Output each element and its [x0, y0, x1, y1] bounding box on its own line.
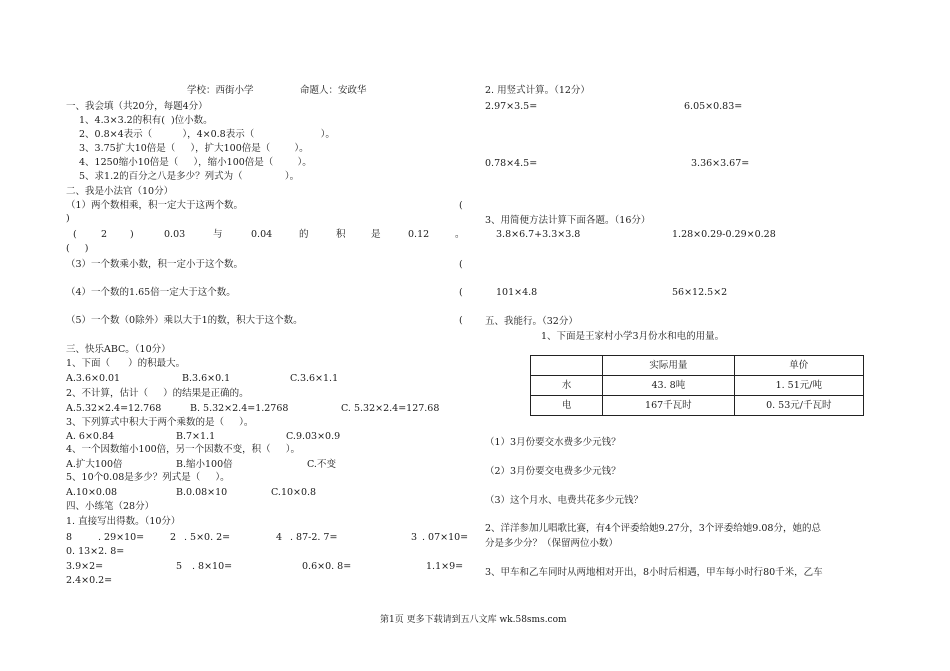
choice-q4-option-c: C.不变: [307, 459, 336, 470]
mental-math-item: 4: [276, 532, 283, 543]
choice-q3-option-b: B.7×1.1: [176, 431, 216, 442]
mental-math-item: 5: [176, 561, 183, 572]
choice-q4-option-a: A.扩大100倍: [66, 459, 123, 470]
vertical-calc-d: 3.36×3.67=: [691, 158, 750, 169]
judge-q2-part: ): [130, 229, 134, 240]
mental-math-item: . 87-2. 7=: [290, 532, 338, 543]
simplify-b: 1.28×0.29-0.29×0.28: [672, 229, 776, 240]
mental-math-item: 3: [411, 532, 418, 543]
table-cell: 167千瓦时: [603, 396, 734, 416]
table-header-row: [531, 356, 864, 376]
choice-q2-option-a: A.5.32×2.4=12.768: [66, 403, 162, 414]
choice-q5: 5、10个0.08是多少？列式是（ ）。: [66, 472, 230, 483]
choice-q3-option-a: A. 6×0.84: [66, 431, 115, 442]
fill-q4: 4、1250缩小10倍是（ ），缩小100倍是（ ）。: [79, 157, 312, 168]
choice-q2: 2、不计算，估计（ ）的结果是正确的。: [66, 388, 249, 399]
table-header-cell: 单价: [734, 356, 863, 376]
section4-title: 四、小练笔（28分）: [66, 501, 155, 512]
choice-q1-option-b: B.3.6×0.1: [182, 373, 231, 384]
judge-q2-part: 0.03: [164, 229, 186, 240]
mental-math-title: 1. 直接写出得数。（10分）: [66, 516, 181, 527]
choice-q4: 4、一个因数缩小100倍，另一个因数不变，积（ ）。: [66, 444, 301, 455]
usage-table-wrap: [530, 355, 864, 416]
section5-title: 五、我能行。（32分）: [485, 316, 578, 327]
judge-q2-part: 是: [371, 229, 381, 240]
section1-title: 一、我会填（共20分，每题4分）: [66, 101, 208, 112]
judge-q2-part: 的: [299, 229, 309, 240]
judge-q2-part: 与: [213, 229, 223, 240]
judge-q2-part: 积: [336, 229, 346, 240]
table-header-cell: 实际用量: [603, 356, 734, 376]
author-label: 命题人：安政华: [300, 85, 367, 96]
simplify-d: 56×12.5×2: [672, 287, 728, 298]
simplify-c: 101×4.8: [496, 287, 538, 298]
page-footer: 第1页 更多下载请到五八文库 wk.58sms.com: [380, 615, 567, 625]
judge-q4: （4）一个数的1.65倍一定大于这个数。: [66, 287, 236, 298]
judge-q1: （1）两个数相乘，积一定大于这两个数。: [66, 200, 244, 211]
usage-q1: （1）3月份要交水费多少元钱？: [485, 437, 621, 448]
judge-q1-open-paren: (: [459, 200, 463, 211]
simplify-a: 3.8×6.7+3.3×3.8: [496, 229, 581, 240]
section2-title: 二、我是小法官（10分）: [66, 186, 174, 197]
vertical-calc-b: 6.05×0.83=: [684, 101, 743, 112]
judge-q2-part: 2: [101, 229, 108, 240]
judge-q5-open-paren: (: [459, 315, 463, 326]
choice-q5-option-a: A.10×0.08: [66, 487, 118, 498]
choice-q5-option-c: C.10×0.8: [271, 487, 317, 498]
table-cell: 0. 53元/千瓦时: [734, 396, 863, 416]
choice-q4-option-b: B.缩小100倍: [176, 459, 233, 470]
fill-q5: 5、求1.2的百分之八是多少？列式为（ ）。: [79, 171, 300, 182]
choice-q1-option-a: A.3.6×0.01: [66, 373, 121, 384]
judge-q3-open-paren: (: [459, 259, 463, 270]
choice-q2-option-b: B. 5.32×2.4=1.2768: [190, 403, 289, 414]
table-cell: 水: [531, 376, 603, 396]
judge-q3: （3）一个数乘小数，积一定小于这个数。: [66, 259, 244, 270]
judge-q2-part: 。: [455, 229, 465, 240]
judge-q1-close-paren: ): [66, 213, 70, 224]
usage-q2: （2）3月份要交电费多少元钱？: [485, 466, 621, 477]
fill-q2: 2、0.8×4表示（ ），4×0.8表示（ ）。: [79, 129, 335, 140]
table-cell: 1. 51元/吨: [734, 376, 863, 396]
table-row: [531, 376, 864, 396]
fill-q1: 1、4.3×3.2的积有( )位小数。: [79, 115, 213, 126]
simplify-title: 3、用简便方法计算下面各题。（16分）: [485, 215, 651, 226]
table-cell: 电: [531, 396, 603, 416]
usage-intro: 1、下面是王家村小学3月份水和电的用量。: [541, 331, 725, 342]
choice-q3-option-c: C.9.03×0.9: [286, 431, 341, 442]
choice-q1-option-c: C.3.6×1.1: [290, 373, 339, 384]
mental-math-item: 0.6×0. 8=: [302, 561, 352, 572]
judge-q5: （5）一个数（0除外）乘以大于1的数，积大于这个数。: [66, 315, 303, 326]
section3-title: 三、快乐ABC。（10分）: [66, 344, 171, 355]
choice-q5-option-b: B.0.08×10: [176, 487, 228, 498]
judge-q2-part: 0.12: [408, 229, 430, 240]
vertical-calc-c: 0.78×4.5=: [485, 158, 538, 169]
vertical-calc-title: 2. 用竖式计算。（12分）: [485, 85, 590, 96]
mental-math-item: 0. 13×2. 8=: [66, 546, 125, 557]
table-row: [531, 396, 864, 416]
problem2-line1: 2、洋洋参加儿唱歌比赛，有4个评委给她9.27分，3个评委给她9.08分，她的总: [485, 523, 821, 534]
mental-math-item: 2: [170, 532, 177, 543]
fill-q3: 3、3.75扩大10倍是（ ），扩大100倍是（ ）。: [79, 143, 309, 154]
usage-q3: （3）这个月水、电费共花多少元钱？: [485, 495, 644, 506]
choice-q3: 3、下列算式中积大于两个乘数的是（ ）。: [66, 417, 254, 428]
school-label: 学校：西街小学: [187, 85, 254, 96]
mental-math-item: . 07×10=: [422, 532, 469, 543]
table-cell: 43. 8吨: [603, 376, 734, 396]
table-header-cell: [531, 356, 603, 376]
judge-q2-part: 0.04: [251, 229, 273, 240]
problem2-line2: 分是多少分？（保留两位小数）: [485, 538, 619, 549]
judge-q2-part: (: [73, 229, 77, 240]
judge-q2-paren: ( ): [66, 243, 89, 254]
mental-math-item: 2.4×0.2=: [66, 575, 113, 586]
mental-math-item: 3.9×2=: [66, 561, 104, 572]
mental-math-item: 1.1×9=: [426, 561, 464, 572]
mental-math-item: . 29×10=: [98, 532, 145, 543]
mental-math-item: . 8×10=: [192, 561, 233, 572]
mental-math-item: 8: [66, 532, 73, 543]
mental-math-item: . 5×0. 2=: [184, 532, 231, 543]
choice-q1: 1、下面（ ）的积最大。: [66, 358, 186, 369]
choice-q2-option-c: C. 5.32×2.4=127.68: [341, 403, 440, 414]
usage-table: [530, 355, 864, 416]
problem3-line1: 3、甲车和乙车同时从两地相对开出，8小时后相遇，甲车每小时行80千米，乙车: [485, 567, 823, 578]
vertical-calc-a: 2.97×3.5=: [485, 101, 538, 112]
judge-q4-open-paren: (: [459, 287, 463, 298]
